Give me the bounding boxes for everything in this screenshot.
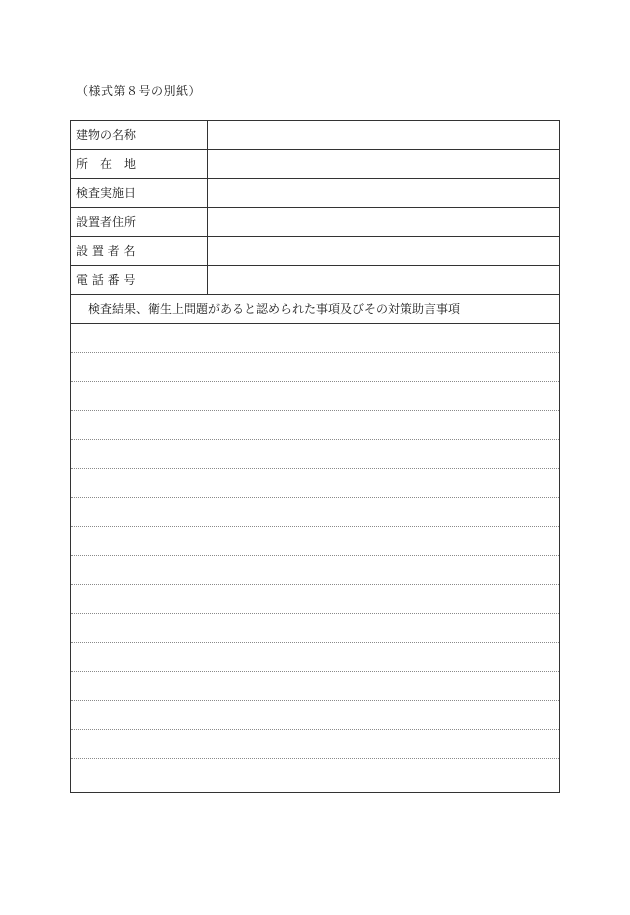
findings-note-line[interactable] [71, 353, 559, 382]
field-label-location: 所 在 地 [71, 150, 208, 178]
findings-note-line[interactable] [71, 556, 559, 585]
findings-note-line[interactable] [71, 527, 559, 556]
findings-note-line[interactable] [71, 643, 559, 672]
field-label-installer-name: 設 置 者 名 [71, 237, 208, 265]
findings-note-line[interactable] [71, 759, 559, 788]
findings-note-line[interactable] [71, 614, 559, 643]
field-value-phone-number[interactable] [208, 266, 559, 294]
findings-note-area [71, 324, 559, 793]
field-label-building-name: 建物の名称 [71, 121, 208, 149]
findings-section-title: 検査結果、衛生上問題があると認められた事項及びその対策助言事項 [71, 295, 559, 324]
field-row-location [71, 150, 559, 179]
field-row-building-name [71, 121, 559, 150]
findings-note-line[interactable] [71, 382, 559, 411]
findings-note-line[interactable] [71, 498, 559, 527]
field-row-phone-number [71, 266, 559, 295]
field-value-installer-address[interactable] [208, 208, 559, 236]
field-label-installer-address: 設置者住所 [71, 208, 208, 236]
findings-note-line[interactable] [71, 701, 559, 730]
inspection-result-form [70, 120, 560, 793]
form-reference-note: （様式第８号の別紙） [76, 84, 202, 98]
field-value-installer-name[interactable] [208, 237, 559, 265]
findings-note-line[interactable] [71, 324, 559, 353]
field-label-phone-number: 電 話 番 号 [71, 266, 208, 294]
findings-note-line[interactable] [71, 730, 559, 759]
findings-note-line[interactable] [71, 440, 559, 469]
findings-note-line[interactable] [71, 585, 559, 614]
field-value-inspection-date[interactable] [208, 179, 559, 207]
field-value-building-name[interactable] [208, 121, 559, 149]
field-row-inspection-date [71, 179, 559, 208]
findings-note-line[interactable] [71, 469, 559, 498]
field-label-inspection-date: 検査実施日 [71, 179, 208, 207]
findings-note-line[interactable] [71, 411, 559, 440]
field-row-installer-name [71, 237, 559, 266]
field-row-installer-address [71, 208, 559, 237]
field-value-location[interactable] [208, 150, 559, 178]
findings-note-line[interactable] [71, 672, 559, 701]
